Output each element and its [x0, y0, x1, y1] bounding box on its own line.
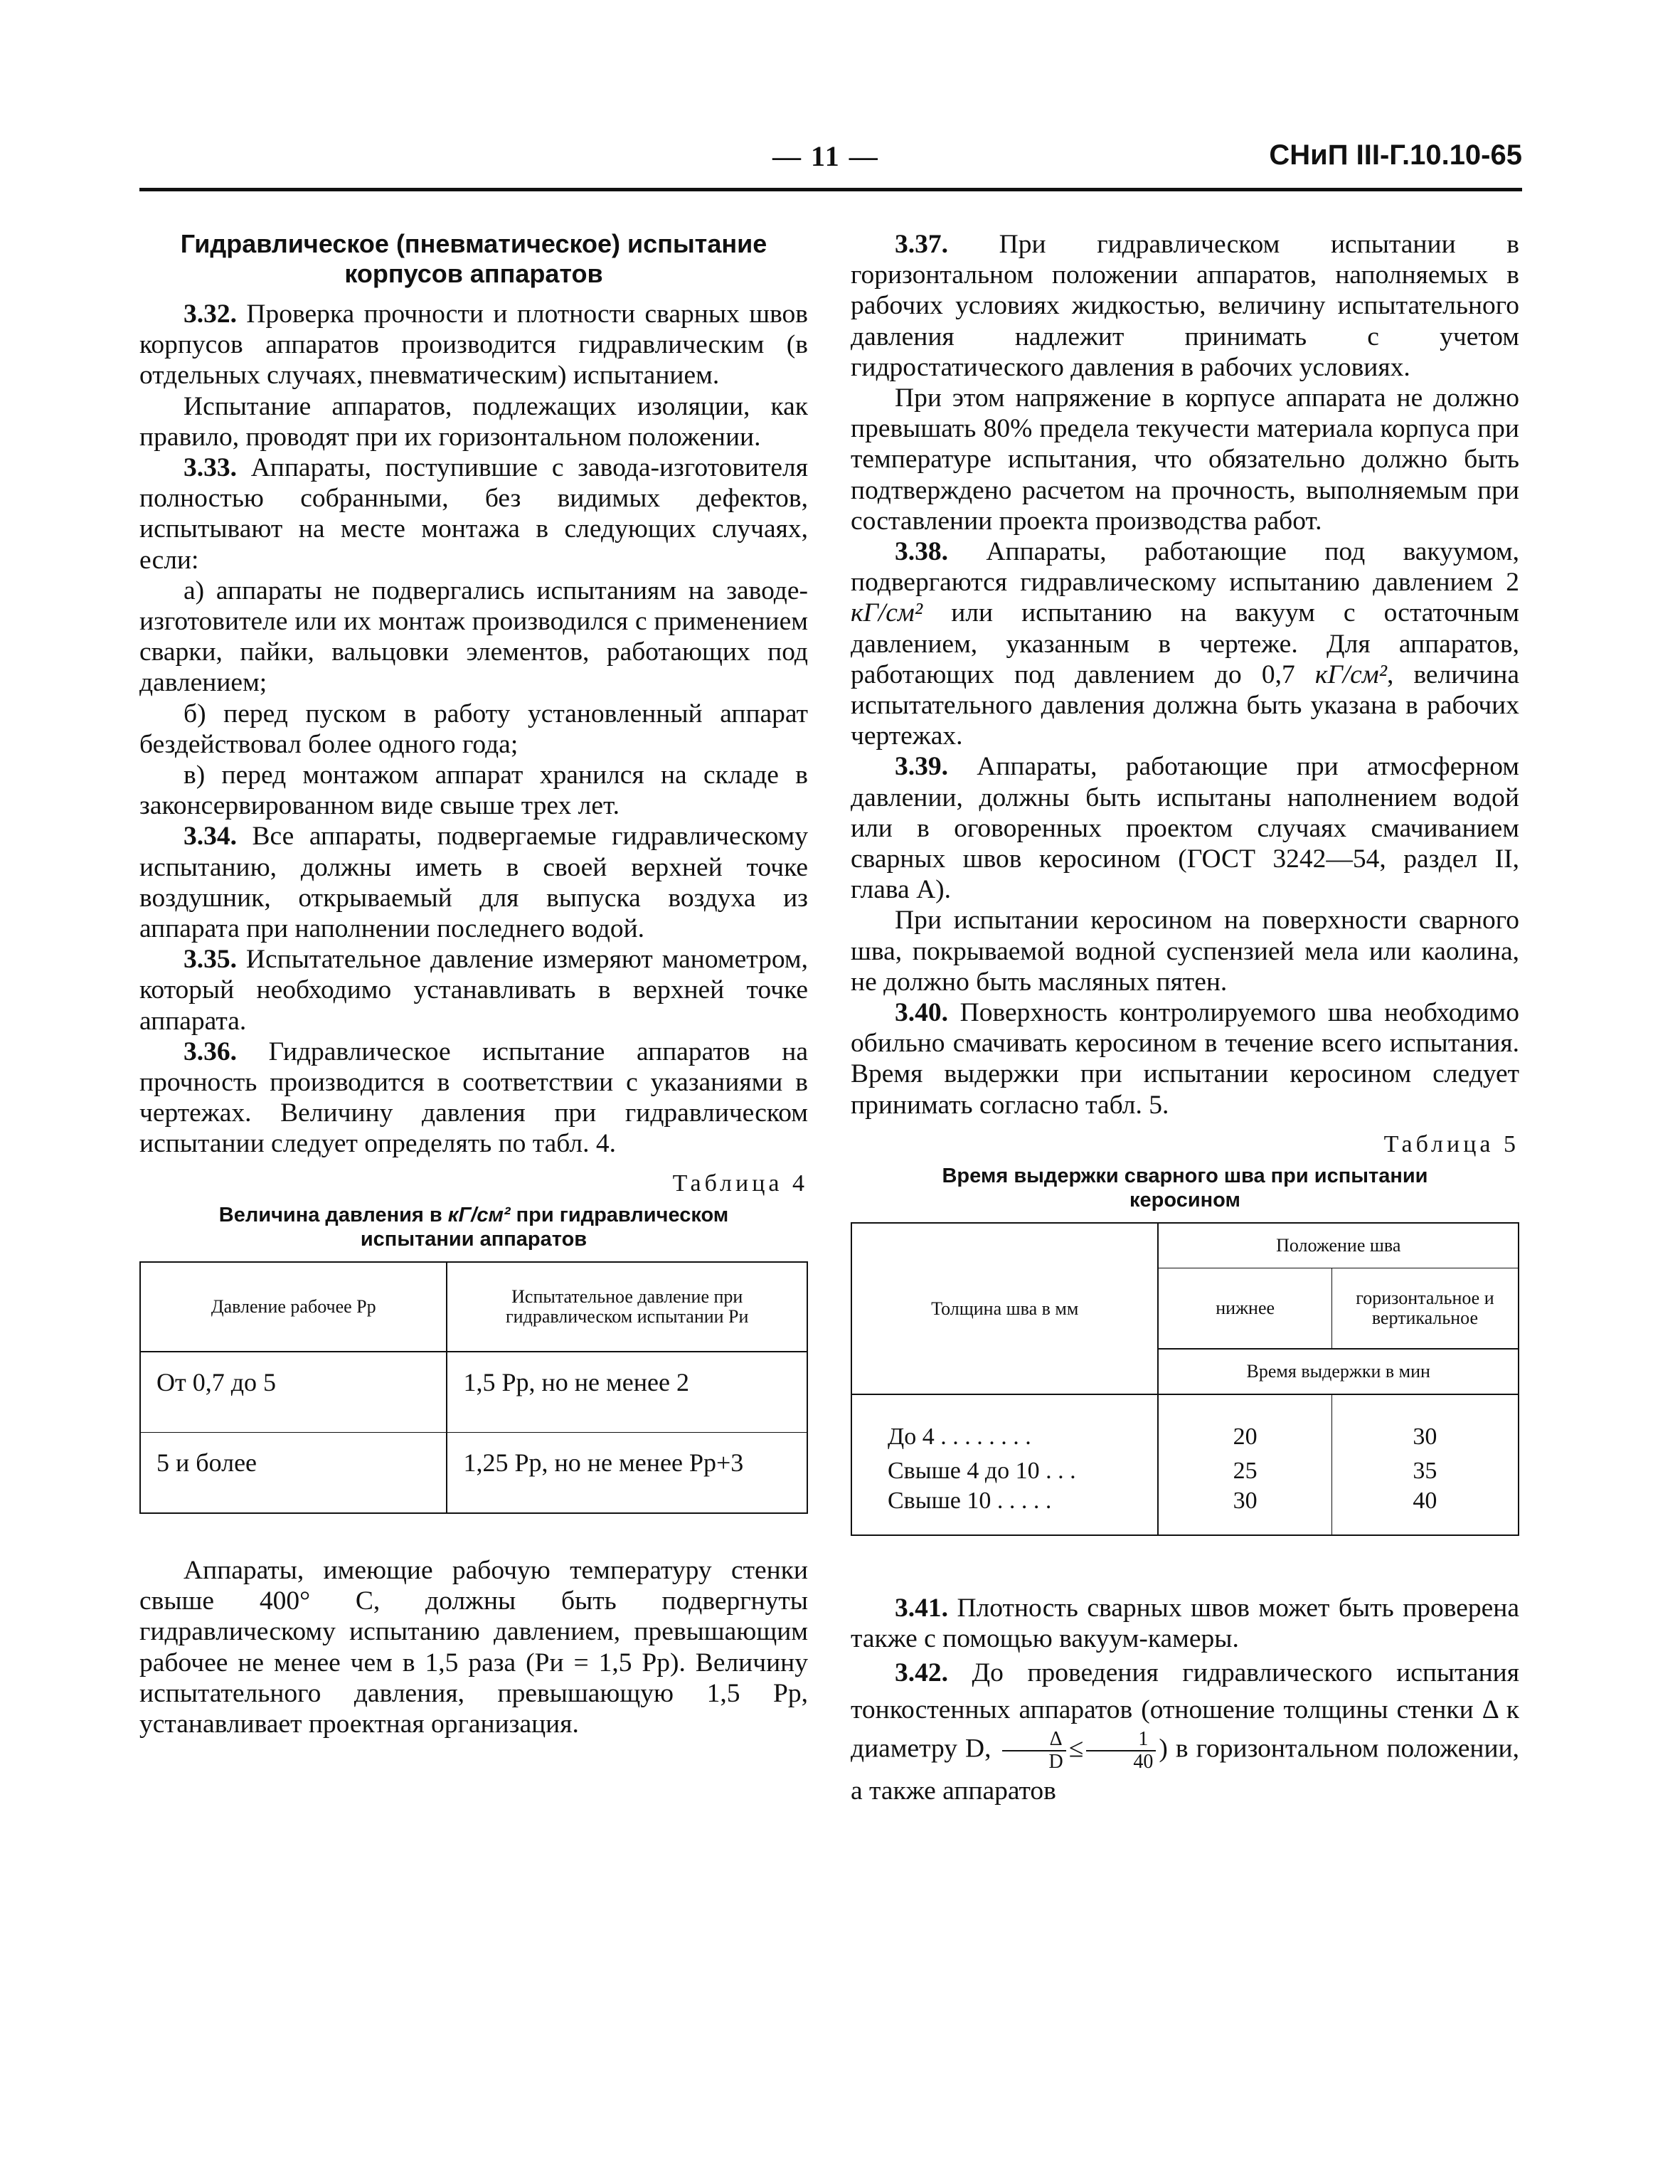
paragraph-high-temperature: Аппараты, имеющие рабочую температуру стенки свыше 400° С, должны быть подвергнуты гидравлическому испытанию давлением, превышающим рабочее не менее чем в 1,5 раза (Pи = 1,5 Pр). Величину испытательного давления, превышающую 1,5 Pр, устанавливает проектная организация.	[139, 1555, 808, 1739]
table-cell: 20	[1158, 1394, 1331, 1456]
page-number: — 11 —	[772, 140, 879, 172]
clause-number: 3.35.	[184, 945, 237, 975]
table-cell: 1,25 Pр, но не менее Pр+3	[447, 1432, 807, 1513]
list-item-b: б) перед пуском в работу установленный аппарат бездействовал более одного года;	[139, 699, 808, 759]
header-rule	[139, 188, 1522, 191]
clause-number: 3.32.	[184, 299, 237, 329]
table-cell: 1,5 Pр, но не менее 2	[447, 1352, 807, 1433]
table-row	[140, 1352, 807, 1433]
fraction-one-over-forty	[1086, 1729, 1156, 1773]
table-4-header-test-pressure: Испытательное давление при гидравлическом испытании Pи	[447, 1262, 807, 1352]
table-cell: 40	[1331, 1486, 1519, 1535]
table-cell: От 0,7 до 5	[140, 1352, 447, 1433]
table-5-header-position: Положение шва	[1158, 1223, 1519, 1268]
table-row	[851, 1486, 1519, 1535]
clause-number: 3.34.	[184, 822, 237, 852]
paragraph-3-41	[851, 1593, 1519, 1654]
paragraph-3-36	[139, 1037, 808, 1160]
page-header	[139, 139, 1522, 185]
paragraph-3-34	[139, 821, 808, 944]
clause-text: Поверхность контролируемого шва необходимо обильно смачивать керосином в течение всего испытания. Время выдержки при испытании керосином следует принимать согласно табл. 5.	[851, 998, 1519, 1120]
table-cell: 25	[1158, 1456, 1331, 1486]
table-5	[851, 1222, 1519, 1536]
table-row	[851, 1394, 1519, 1456]
clause-text: ) в горизонтальном положении, а также аппаратов	[851, 1734, 1519, 1806]
list-item-a: а) аппараты не подвергались испытаниям на заводе-изготовителе или их монтаж производился с применением сварки, пайки, вальцовки элементов, работающих под давлением;	[139, 576, 808, 698]
clause-text: Все аппараты, подвергаемые гидравлическому испытанию, должны иметь в своей верхней точке воздушник, открываемый для выпуска воздуха из аппарата при наполнении последнего водой.	[139, 822, 808, 944]
fraction-delta-over-d	[1002, 1729, 1066, 1773]
paragraph-3-35	[139, 944, 808, 1037]
left-column	[139, 229, 808, 1739]
table-5-header-thickness: Толщина шва в мм	[931, 1298, 1079, 1319]
paragraph-3-32	[139, 299, 808, 391]
caption-text: при гидравлическом	[510, 1203, 729, 1226]
document-code: СНиП III-Г.10.10-65	[1269, 139, 1522, 171]
clause-text: Испытательное давление измеряют манометром, который необходимо устанавливать в верхней точке аппарата.	[139, 945, 808, 1036]
math-symbol: ≤	[1068, 1734, 1084, 1764]
table-4-header-working-pressure: Давление рабочее Pр	[140, 1262, 447, 1352]
clause-text: Аппараты, работающие при атмосферном давлении, должны быть испытаны наполнением водой или в оговоренных проектом случаях смачиванием сварных швов керосином (ГОСТ 3242—54, раздел II, глава А).	[851, 752, 1519, 905]
clause-text: , величина испытательного давления должна быть указана в рабочих чертежах.	[851, 659, 1519, 751]
table-5-header-lower: нижнее	[1158, 1268, 1331, 1350]
fraction-numerator: Δ	[1002, 1729, 1066, 1751]
caption-text: Величина давления в	[218, 1203, 448, 1226]
unit-text: кГ/см²	[1314, 659, 1387, 689]
table-4-label: Таблица 4	[672, 1170, 808, 1197]
caption-unit: кГ/см²	[447, 1203, 511, 1226]
paragraph-3-39	[851, 751, 1519, 905]
clause-text: Проверка прочности и плотности сварных швов корпусов аппаратов производится гидравлическим (в отдельных случаях, пневматическим) испытанием.	[139, 299, 808, 391]
fraction-numerator: 1	[1086, 1729, 1156, 1751]
paragraph-3-38	[851, 536, 1519, 751]
clause-number: 3.38.	[895, 537, 948, 567]
table-4-caption	[139, 1203, 808, 1251]
table-5-header-time: Время выдержки в мин	[1158, 1349, 1519, 1394]
paragraph-3-37	[851, 229, 1519, 383]
paragraph-3-33	[139, 452, 808, 576]
caption-text: Время выдержки сварного шва при испытании	[942, 1165, 1428, 1188]
clause-number: 3.33.	[184, 453, 237, 483]
clause-text: Аппараты, поступившие с завода-изготовителя полностью собранными, без видимых дефектов, испытывают на месте монтажа в следующих случаях, если:	[139, 453, 808, 575]
table-row	[851, 1456, 1519, 1486]
clause-text: Гидравлическое испытание аппаратов на прочность производится в соответствии с указаниями в чертежах. Величину давления при гидравлическом испытании следует определять по табл. 4.	[139, 1037, 808, 1159]
paragraph-3-40	[851, 997, 1519, 1120]
table-row	[140, 1432, 807, 1513]
clause-text: При гидравлическом испытании в горизонтальном положении аппаратов, наполняемых в рабочих условиях жидкостью, величину испытательного давления надлежит принимать с учетом гидростатического давления в рабочих условиях.	[851, 230, 1519, 382]
caption-text: керосином	[1129, 1189, 1240, 1212]
list-item-c: в) перед монтажом аппарат хранился на складе в законсервированном виде свыше трех лет.	[139, 760, 808, 821]
table-5-caption	[851, 1164, 1519, 1212]
table-cell: До 4 . . . . . . . .	[888, 1424, 1031, 1451]
paragraph-kerosene: При испытании керосином на поверхности сварного шва, покрываемой водной суспензией мела или каолина, не должно быть масляных пятен.	[851, 906, 1519, 997]
table-cell: 30	[1331, 1394, 1519, 1456]
clause-number: 3.37.	[895, 230, 948, 259]
clause-number: 3.40.	[895, 998, 948, 1028]
clause-text: Аппараты, работающие под вакуумом, подвергаются гидравлическому испытанию давлением 2	[851, 537, 1519, 598]
table-5-label: Таблица 5	[1383, 1130, 1519, 1157]
section-title-line-1: Гидравлическое (пневматическое) испытание	[180, 229, 767, 258]
table-5-header-horizontal-vertical: горизонтальное и вертикальное	[1331, 1268, 1519, 1350]
paragraph-3-42	[851, 1655, 1519, 1810]
clause-number: 3.42.	[895, 1658, 948, 1687]
table-4	[139, 1261, 808, 1514]
table-cell: 30	[1158, 1486, 1331, 1535]
table-cell: 5 и более	[140, 1432, 447, 1513]
clause-number: 3.36.	[184, 1037, 237, 1066]
clause-number: 3.39.	[895, 752, 948, 782]
right-column	[851, 229, 1519, 1810]
caption-text: испытании аппаратов	[360, 1227, 588, 1251]
section-title	[139, 229, 808, 289]
clause-text: или испытанию на вакуум с остаточным давлением, указанным в чертеже. Для аппаратов, работающих под давлением до 0,7	[851, 598, 1519, 689]
table-cell: Свыше 10 . . . . .	[888, 1488, 1052, 1515]
fraction-denominator: D	[1048, 1750, 1063, 1773]
table-cell: Свыше 4 до 10 . . .	[888, 1458, 1076, 1485]
section-title-line-2: корпусов аппаратов	[344, 259, 603, 288]
unit-text: кГ/см²	[851, 598, 923, 628]
clause-text: Плотность сварных швов может быть проверена также с помощью вакуум-камеры.	[851, 1594, 1519, 1654]
clause-number: 3.41.	[895, 1594, 948, 1623]
fraction-denominator: 40	[1133, 1750, 1154, 1773]
paragraph-stress: При этом напряжение в корпусе аппарата не должно превышать 80% предела текучести материала корпуса при температуре испытания, что обязательно должно быть подтверждено расчетом на прочность, выполняемым при составлении проекта производства работ.	[851, 383, 1519, 536]
clause-text: До проведения гидравлического испытания тонкостенных аппаратов (отношение толщины стенки Δ к диаметру D,	[851, 1658, 1519, 1764]
paragraph-insulation: Испытание аппаратов, подлежащих изоляции, как правило, проводят при их горизонтальном положении.	[139, 391, 808, 452]
table-cell: 35	[1331, 1456, 1519, 1486]
